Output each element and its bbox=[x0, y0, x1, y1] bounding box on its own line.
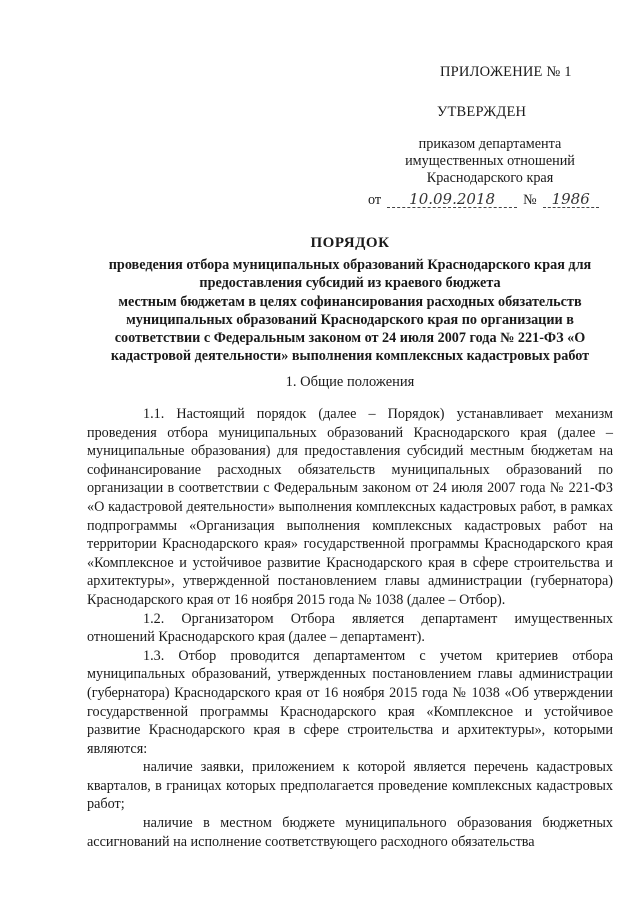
subtitle-line: соответствии с Федеральным законом от 24 июля 2007 года № 221-ФЗ «О bbox=[114, 330, 586, 347]
document-title: ПОРЯДОК bbox=[310, 235, 390, 251]
approving-order-text bbox=[360, 136, 620, 187]
subtitle-line: проведения отбора муниципальных образований Краснодарского края для bbox=[108, 257, 592, 273]
order-line: Краснодарского края bbox=[426, 170, 554, 186]
order-line: имущественных отношений bbox=[405, 153, 575, 169]
number-prefix: № bbox=[523, 192, 537, 208]
document-subtitle bbox=[87, 256, 613, 366]
document-body bbox=[87, 405, 613, 851]
document-title-block bbox=[87, 233, 613, 366]
subtitle-line: кадастровой деятельности» выполнения комплексных кадастровых работ bbox=[110, 348, 590, 365]
order-date-number-line bbox=[368, 190, 599, 210]
criteria-item: наличие в местном бюджете муниципального образования бюджетных ассигнований на исполнение соответствующего расходного обязательства bbox=[87, 815, 613, 850]
approved-label: УТВЕРЖДЕН bbox=[437, 104, 527, 120]
subtitle-line: местным бюджетам в целях софинансирования расходных обязательств bbox=[118, 293, 582, 310]
approval-stamp-block bbox=[0, 0, 640, 220]
paragraph-1-2: 1.2. Организатором Отбора является департамент имущественных отношений Краснодарского края (далее – департамент). bbox=[87, 610, 613, 646]
handwritten-date: 10.09.2018 bbox=[387, 191, 517, 208]
paragraph-1-3: 1.3. Отбор проводится департаментом с учетом критериев отбора муниципальных образований, утвержденных постановлением главы администрации (губернатора) Краснодарского края от 16 ноября 2015 года № 1038 «Об утверждении государственной программы Краснодарского края «Комплексное и устойчивое развитие Краснодарского края в сфере строительства и архитектуры», которыми являются: bbox=[87, 647, 613, 757]
criteria-item: наличие заявки, приложением к которой является перечень кадастровых кварталов, в границах которых предполагается проведение комплексных кадастровых работ; bbox=[87, 759, 613, 813]
date-prefix: от bbox=[368, 192, 382, 208]
order-line: приказом департамента bbox=[418, 136, 562, 152]
handwritten-number: 1986 bbox=[543, 191, 599, 208]
section-heading: 1. Общие положения bbox=[285, 374, 415, 390]
paragraph-1-1: 1.1. Настоящий порядок (далее – Порядок) устанавливает механизм проведения отбора муниципальных образований Краснодарского края (далее – муниципальные образования) для предоставления субсидий местным бюджетам на софинансирование расходных обязательств муниципальных образований по организации в соответствии с Федеральным законом от 24 июля 2007 года № 221-ФЗ «О кадастровой деятельности» выполнения комплексных кадастровых работ, в рамках подпрограммы «Организация выполнения комплексных кадастровых работ на территории Краснодарского края» государственной программы Краснодарского края «Комплексное и устойчивое развитие Краснодарского края в сфере строительства и архитектуры», утвержденной постановлением главы администрации (губернатора) Краснодарского края от 16 ноября 2015 года № 1038 (далее – Отбор). bbox=[87, 406, 613, 608]
subtitle-line: муниципальных образований Краснодарского края по организации в bbox=[126, 311, 574, 328]
appendix-label: ПРИЛОЖЕНИЕ № 1 bbox=[440, 64, 572, 80]
subtitle-line: предоставления субсидий из краевого бюджета bbox=[199, 275, 501, 292]
